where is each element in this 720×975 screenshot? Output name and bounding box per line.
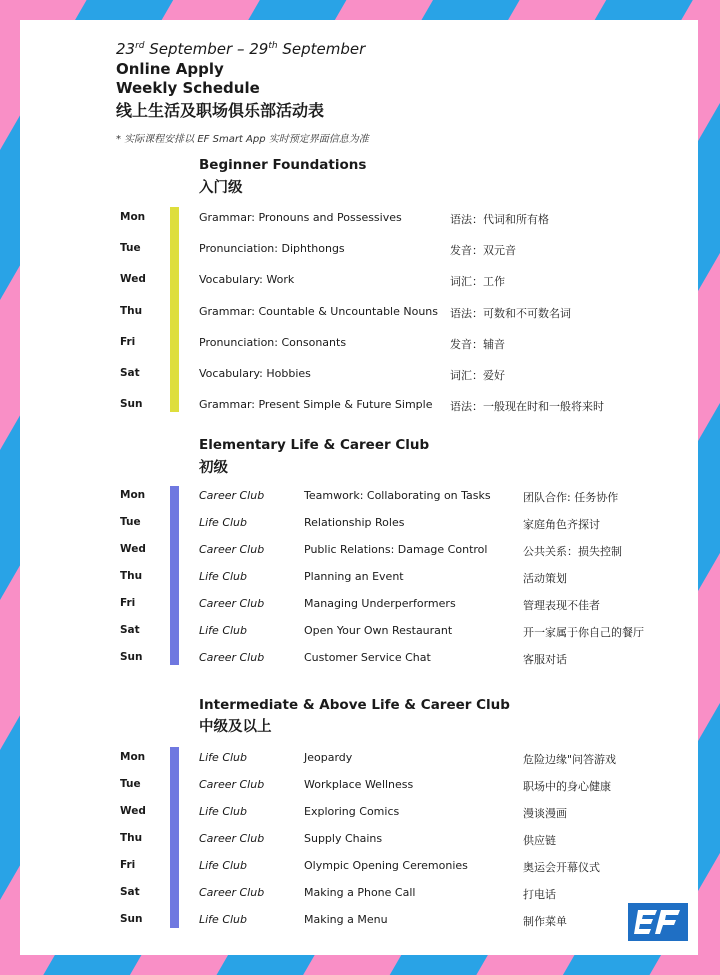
topic-label: Grammar: Pronouns and Possessives <box>199 211 402 224</box>
topic-label: Vocabulary: Work <box>199 273 295 287</box>
topic-label: Supply Chains <box>304 832 383 845</box>
topic-label-cn: 打电话 <box>523 888 556 901</box>
club-label: Career Club <box>199 886 265 899</box>
schedule-row <box>20 211 698 231</box>
club-label: Life Club <box>199 570 248 583</box>
schedule-row <box>20 367 698 387</box>
topic-label-cn: 客服对话 <box>523 653 567 666</box>
club-label: Career Club <box>199 543 265 556</box>
schedule-row <box>20 651 698 671</box>
elementary-title: Elementary Life & Career Club <box>199 437 430 453</box>
day-label: Mon <box>120 751 146 763</box>
topic-label-cn: 公共关系：损失控制 <box>523 545 622 558</box>
day-label: Mon <box>120 211 146 223</box>
day-label: Sat <box>120 624 140 636</box>
day-label: Tue <box>120 516 141 528</box>
topic-label-cn: 发音：辅音 <box>450 337 505 351</box>
club-label: Career Club <box>199 651 265 664</box>
topic-label: Relationship Roles <box>304 516 405 529</box>
topic-label: Grammar: Countable & Uncountable Nouns <box>199 304 439 318</box>
day-label: Sat <box>120 886 140 898</box>
club-label: Life Club <box>199 516 248 529</box>
topic-label: Grammar: Present Simple & Future Simple <box>199 398 433 412</box>
topic-label-cn: 团队合作: 任务协作 <box>523 491 619 504</box>
schedule-note: * 实际课程安排以 EF Smart App 实时预定界面信息为准 <box>116 134 369 145</box>
header-weekly-schedule: Weekly Schedule <box>116 79 260 97</box>
schedule-row <box>20 859 698 879</box>
intermediate-title: Intermediate & Above Life & Career Club <box>199 697 510 713</box>
topic-label-cn: 语法：代词和所有格 <box>450 213 549 226</box>
topic-label: Open Your Own Restaurant <box>304 624 453 637</box>
topic-label: Vocabulary: Hobbies <box>199 367 311 380</box>
club-label: Life Club <box>199 751 248 764</box>
schedule-row <box>20 751 698 771</box>
topic-label: Pronunciation: Consonants <box>199 335 347 349</box>
schedule-row <box>20 570 698 590</box>
schedule-row <box>20 242 698 262</box>
day-label: Sat <box>120 367 140 379</box>
topic-label-cn: 漫谈漫画 <box>523 807 567 820</box>
topic-label: Making a Menu <box>304 913 388 926</box>
schedule-row <box>20 398 698 418</box>
topic-label-cn: 词汇：爱好 <box>450 369 505 382</box>
club-label: Career Club <box>199 597 265 610</box>
schedule-row <box>20 805 698 825</box>
schedule-row <box>20 597 698 617</box>
topic-label-cn: 奥运会开幕仪式 <box>523 861 600 874</box>
topic-label: Public Relations: Damage Control <box>304 543 488 556</box>
schedule-row <box>20 832 698 852</box>
club-label: Life Club <box>199 859 248 872</box>
topic-label-cn: 危险边缘"问答游戏 <box>523 753 617 766</box>
topic-label-cn: 语法：一般现在时和一般将来时 <box>450 400 604 414</box>
day-label: Fri <box>120 859 136 871</box>
day-label: Sun <box>120 913 143 925</box>
header-title-cn: 线上生活及职场俱乐部活动表 <box>116 101 325 120</box>
topic-label: Jeopardy <box>304 751 353 764</box>
topic-label-cn: 供应链 <box>523 834 556 847</box>
day-label: Wed <box>120 805 146 817</box>
beginner-title: Beginner Foundations <box>199 157 367 173</box>
club-label: Career Club <box>199 832 265 845</box>
day-label: Thu <box>120 832 143 844</box>
topic-label: Olympic Opening Ceremonies <box>304 859 468 872</box>
day-label: Thu <box>120 304 143 317</box>
topic-label-cn: 家庭角色齐探讨 <box>523 518 600 531</box>
club-label: Career Club <box>199 778 265 791</box>
topic-label-cn: 活动策划 <box>523 572 567 585</box>
topic-label: Making a Phone Call <box>304 886 416 899</box>
schedule-row <box>20 913 698 933</box>
topic-label: Teamwork: Collaborating on Tasks <box>304 489 491 502</box>
day-label: Wed <box>120 543 146 555</box>
intermediate-title-cn: 中级及以上 <box>199 719 272 735</box>
topic-label-cn: 词汇：工作 <box>450 275 505 289</box>
topic-label-cn: 职场中的身心健康 <box>523 780 611 793</box>
topic-label-cn: 发音：双元音 <box>450 244 516 258</box>
day-label: Tue <box>120 242 141 255</box>
day-label: Fri <box>120 335 136 348</box>
schedule-row <box>20 886 698 906</box>
header-online-apply: Online Apply <box>116 60 224 78</box>
day-label: Mon <box>120 489 146 501</box>
schedule-row <box>20 273 698 293</box>
schedule-sheet <box>20 20 698 955</box>
topic-label-cn: 语法：可数和不可数名词 <box>450 306 571 320</box>
topic-label: Exploring Comics <box>304 805 400 818</box>
ef-logo-icon <box>628 903 688 941</box>
topic-label-cn: 管理表现不佳者 <box>523 599 600 612</box>
day-label: Sun <box>120 398 143 411</box>
schedule-row <box>20 624 698 644</box>
club-label: Life Club <box>199 624 248 637</box>
schedule-row <box>20 305 698 325</box>
day-label: Fri <box>120 597 136 609</box>
day-label: Thu <box>120 570 143 582</box>
schedule-row <box>20 489 698 509</box>
schedule-row <box>20 336 698 356</box>
topic-label: Planning an Event <box>304 570 404 583</box>
day-label: Sun <box>120 651 143 663</box>
club-label: Life Club <box>199 913 248 926</box>
topic-label: Customer Service Chat <box>304 651 431 664</box>
date-range: 23rd September – 29th September <box>116 40 366 58</box>
day-label: Wed <box>120 273 146 286</box>
topic-label: Managing Underperformers <box>304 597 456 610</box>
topic-label: Workplace Wellness <box>304 778 414 791</box>
topic-label: Pronunciation: Diphthongs <box>199 242 345 256</box>
schedule-row <box>20 778 698 798</box>
schedule-row <box>20 516 698 536</box>
elementary-title-cn: 初级 <box>199 460 228 476</box>
day-label: Tue <box>120 778 141 790</box>
club-label: Life Club <box>199 805 248 818</box>
schedule-row <box>20 543 698 563</box>
club-label: Career Club <box>199 489 265 502</box>
topic-label-cn: 制作菜单 <box>523 915 567 928</box>
beginner-title-cn: 入门级 <box>199 180 243 196</box>
topic-label-cn: 开一家属于你自己的餐厅 <box>523 626 644 639</box>
